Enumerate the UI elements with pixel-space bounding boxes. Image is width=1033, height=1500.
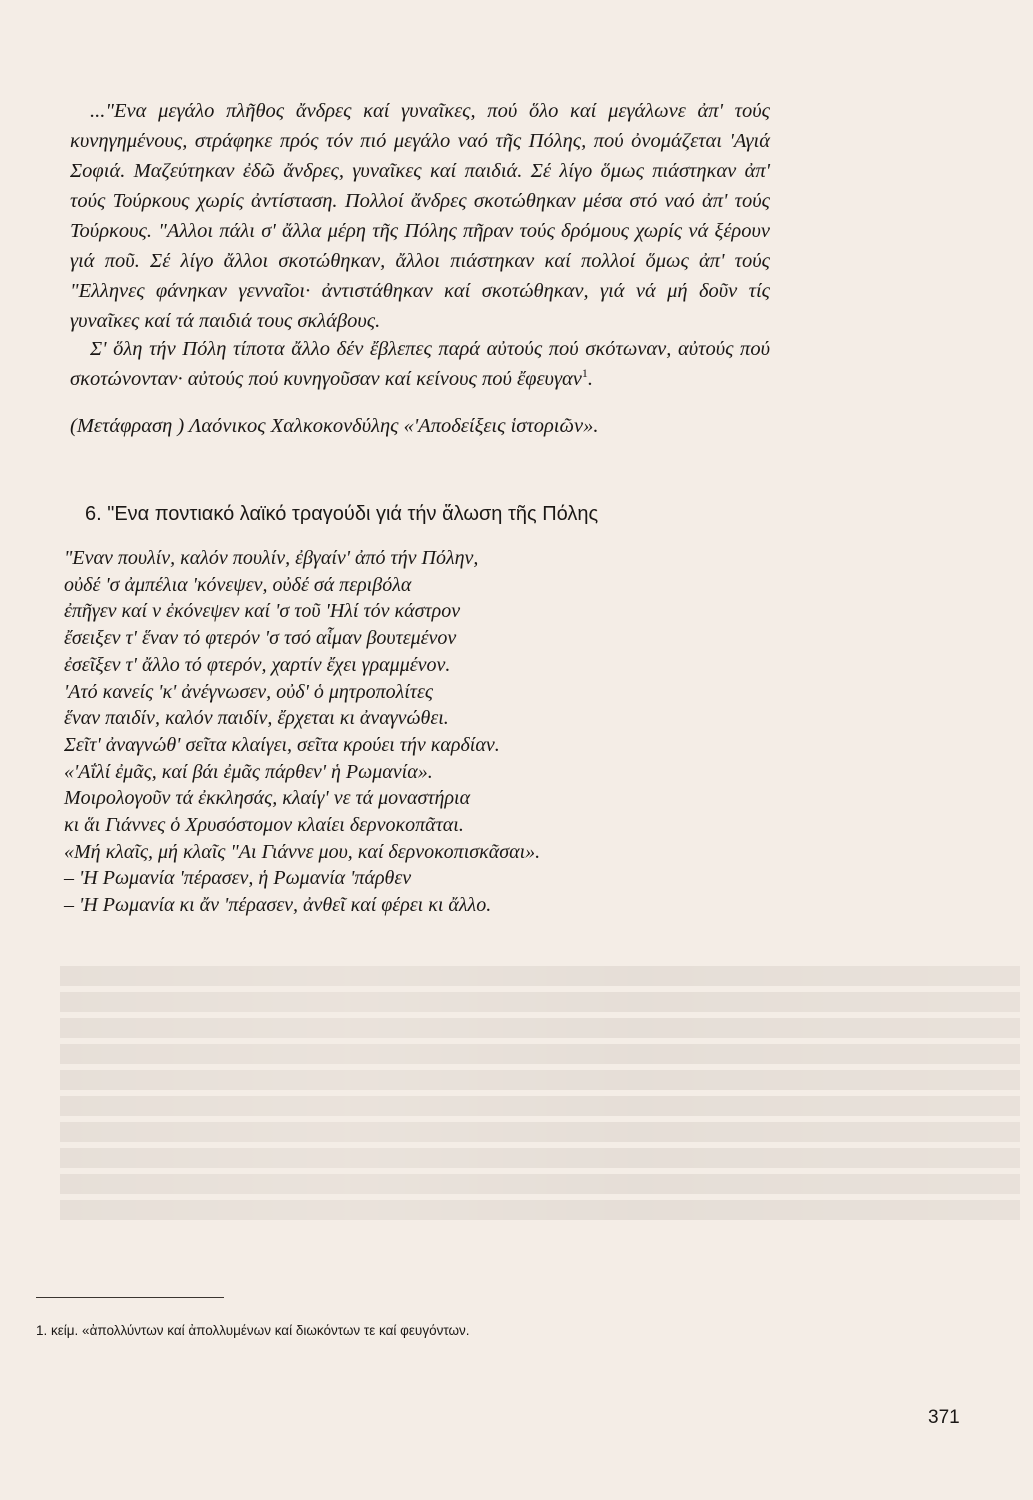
poem-line: – 'Η Ρωμανία 'πέρασεν, ἡ Ρωμανία 'πάρθεν <box>64 867 412 890</box>
poem-line: ἔσειξεν τ' ἕναν τό φτερόν 'σ τσό αἷμαν βουτεμένον <box>64 627 457 650</box>
footnote-ref[interactable]: 1 <box>581 366 588 381</box>
poem <box>64 545 824 919</box>
closing-text: Σ' ὅλη τήν Πόλη τίποτα ἄλλο δέν ἔβλεπες παρά αὐτούς πού σκότωναν, αὐτούς πού σκοτώνονταν· αὐτούς πού κυνηγοῦσαν καί κείνους πού ἔφευγαν <box>70 338 770 390</box>
chronicle-paragraph: ..."Ενα μεγάλο πλῆθος ἄνδρες καί γυναῖκες, πού ὅλο καί μεγάλωνε ἀπ' τούς κυνηγημένους, στράφηκε πρός τόν πιό μεγάλο ναό τῆς Πόλης, πού ὀνομάζεται 'Αγιά Σοφιά. Μαζεύτηκαν ἐδῶ ἄνδρες, γυναῖκες καί παιδιά. Σέ λίγο ὅμως πιάστηκαν ἀπ' τούς Τούρκους χωρίς ἀντίσταση. Πολλοί ἄνδρες σκοτώθηκαν μέσα στό ναό ἀπ' τούς Τούρκους. "Αλλοι πάλι σ' ἄλλα μέρη τῆς Πόλης πῆραν τούς δρόμους χωρίς νά ξέρουν γιά ποῦ. Σέ λίγο ἄλλοι σκοτώθηκαν, ἄλλοι πιάστηκαν καί πολλοί ὅμως ἀπ' τούς "Ελληνες φάνηκαν γενναῖοι· ἀντιστάθηκαν καί σκοτώθηκαν, γιά νά μή δοῦν τίς γυναῖκες καί τά παιδιά τους σκλάβους. <box>70 100 770 332</box>
page-number: 371 <box>928 1407 960 1428</box>
poem-line: «'Αΐλί ἐμᾶς, καί βάι ἐμᾶς πάρθεν' ἡ Ρωμανία». <box>64 760 433 783</box>
poem-line: κι ἅι Γιάννες ὁ Χρυσόστομον κλαίει δερνοκοπᾶται. <box>64 814 464 837</box>
poem-line: 'Ατό κανείς 'κ' ἀνέγνωσεν, οὐδ' ὁ μητροπολίτες <box>64 680 433 703</box>
chronicle-excerpt <box>70 96 770 336</box>
bleed-through-text <box>60 960 1020 1260</box>
footnote: 1. κείμ. «ἀπολλύντων καί ἀπολλυμένων καί διωκόντων τε καί φευγόντων. <box>36 1323 470 1338</box>
poem-line: Σεῖτ' ἀναγνώθ' σεῖτα κλαίγει, σεῖτα κρούει τήν καρδίαν. <box>64 733 500 756</box>
poem-line: οὐδέ 'σ ἀμπέλια 'κόνεψεν, οὐδέ σά περιβόλα <box>64 573 412 596</box>
footnote-divider <box>36 1297 224 1298</box>
poem-line: «Μή κλαῖς, μή κλαῖς "Αι Γιάννε μου, καί δερνοκοπισκᾶσαι». <box>64 840 541 863</box>
poem-line: "Εναν πουλίν, καλόν πουλίν, ἐβγαίν' ἀπό τήν Πόλην, <box>64 547 479 569</box>
section-heading: 6. "Ενα ποντιακό λαϊκό τραγούδι γιά τήν ἅλωση τῆς Πόλης <box>85 503 599 525</box>
poem-line: ἕναν παιδίν, καλόν παιδίν, ἔρχεται κι ἀναγνώθει. <box>64 707 449 730</box>
source-citation: (Μετάφραση ) Λαόνικος Χαλκοκονδύλης «'Αποδείξεις ἱστοριῶν». <box>70 415 599 437</box>
poem-line: ἐπῆγεν καί ν ἐκόνεψεν καί 'σ τοῦ 'Ηλί τόν κάστρον <box>64 600 461 623</box>
closing-paragraph: Σ' ὅλη τήν Πόλη τίποτα ἄλλο δέν ἔβλεπες παρά αὐτούς πού σκότωναν, αὐτούς πού σκοτώνονταν· αὐτούς πού κυνηγοῦσαν καί κείνους πού ἔφευγαν$^1$. <box>70 338 770 390</box>
poem-line: ἐσεῖξεν τ' ἄλλο τό φτερόν, χαρτίν ἔχει γραμμένον. <box>64 653 451 676</box>
poem-line: Μοιρολογοῦν τά ἐκκλησάς, κλαίγ' νε τά μοναστήρια <box>64 787 471 810</box>
poem-line: – 'Η Ρωμανία κι ἄν 'πέρασεν, ἀνθεῖ καί φέρει κι ἄλλο. <box>64 894 492 917</box>
